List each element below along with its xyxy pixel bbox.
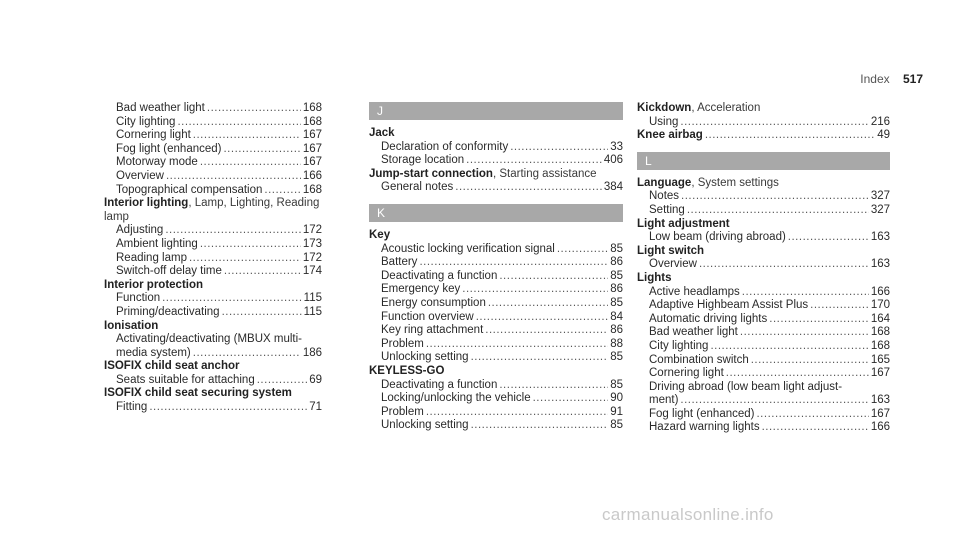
index-page-ref: 85	[610, 351, 623, 364]
index-page-ref: 84	[610, 310, 623, 323]
dot-leader	[149, 401, 307, 415]
index-subentry	[104, 116, 322, 130]
index-page-ref: 168	[302, 115, 322, 128]
index-subentry-text: Acoustic locking verification signal	[381, 242, 555, 255]
index-page-ref: 173	[302, 237, 322, 250]
index-page-ref: 384	[603, 181, 623, 194]
index-page-ref: 406	[603, 154, 623, 167]
index-entry-jump-start	[369, 168, 623, 195]
index-subentry-text: Deactivating a function	[381, 269, 498, 282]
index-heading: Interior protection	[104, 278, 204, 291]
dot-leader	[705, 129, 875, 143]
index-subentry	[104, 102, 322, 116]
index-subentry-text: Motorway mode	[116, 156, 198, 169]
index-subentry	[637, 326, 890, 340]
index-page-ref: 86	[610, 324, 623, 337]
dot-leader	[680, 116, 868, 130]
index-subentry-text: Setting	[649, 203, 685, 216]
index-subentry-text: Unlocking setting	[381, 351, 469, 364]
index-subentry	[637, 394, 890, 408]
index-subentry-text: Unlocking setting	[381, 419, 469, 432]
index-subentry	[104, 238, 322, 252]
index-subentry	[637, 421, 890, 435]
index-subentry	[369, 338, 623, 352]
index-subentry-text: Key ring attachment	[381, 324, 484, 337]
index-page-ref: 166	[302, 169, 322, 182]
dot-leader	[726, 367, 869, 381]
index-subentry	[369, 379, 623, 393]
index-page-ref: 69	[309, 373, 322, 386]
dot-leader	[680, 394, 868, 408]
index-subentry-text: Overview	[116, 169, 164, 182]
index-subentry-text: Notes	[649, 190, 680, 203]
index-subentry	[104, 252, 322, 266]
index-subentry	[369, 243, 623, 257]
index-sublist	[637, 190, 890, 217]
index-subentry-text: Function overview	[381, 310, 474, 323]
index-subentry	[104, 129, 322, 143]
index-subentry-text: Fog light (enhanced)	[649, 407, 755, 420]
dot-leader	[510, 141, 608, 155]
index-heading-subtext: , Acceleration	[691, 102, 761, 114]
index-sublist	[369, 181, 623, 195]
index-page-ref: 167	[302, 129, 322, 142]
index-entry-isofix-securing	[104, 387, 322, 414]
watermark-text: carmanualsonline.info	[602, 505, 774, 524]
index-subentry-text: Active headlamps	[649, 285, 740, 298]
index-heading: ISOFIX child seat securing system	[104, 387, 292, 400]
index-entry-keyless-go	[369, 365, 623, 433]
index-subentry-text: Cornering light	[649, 367, 724, 380]
index-subentry-text: Energy consumption	[381, 296, 486, 309]
dot-leader	[177, 116, 300, 130]
dot-leader	[162, 292, 302, 306]
index-entry-interior-protection	[104, 279, 322, 320]
dot-leader	[681, 190, 869, 204]
index-column-3	[637, 102, 890, 435]
index-subentry	[637, 258, 890, 272]
index-subentry-text: City lighting	[649, 339, 709, 352]
section-letter-j: J	[369, 102, 623, 120]
index-heading: Jack	[369, 127, 395, 139]
index-label: Index	[860, 72, 890, 86]
index-heading: Ionisation	[104, 319, 159, 332]
index-subentry	[369, 392, 623, 406]
index-subentry	[369, 419, 623, 433]
dot-leader	[166, 170, 301, 184]
index-subentry-text: Priming/deactivating	[116, 305, 220, 318]
dot-leader	[257, 374, 307, 388]
dot-leader	[762, 421, 869, 435]
index-entry-key	[369, 229, 623, 365]
index-subentry-text: Emergency key	[381, 283, 461, 296]
index-page-ref: 163	[870, 258, 890, 271]
index-sublist	[637, 408, 890, 435]
index-heading-subtext: , Lamp, Lighting, Reading lamp	[104, 197, 320, 223]
index-page-ref: 49	[877, 129, 890, 142]
dot-leader	[471, 419, 609, 433]
index-subentry	[637, 367, 890, 381]
index-subentry	[637, 313, 890, 327]
index-subentry-text: Bad weather light	[116, 102, 205, 114]
index-sublist	[637, 116, 890, 130]
index-heading: Lights	[637, 271, 672, 284]
section-letter-l: L	[637, 152, 890, 170]
dot-leader	[193, 347, 301, 361]
dot-leader	[222, 306, 302, 320]
index-subentry	[637, 190, 890, 204]
index-sublist	[637, 258, 890, 272]
index-subentry	[369, 324, 623, 338]
index-subentry-text: Overview	[649, 258, 697, 271]
dot-leader	[426, 338, 608, 352]
index-subentry	[369, 406, 623, 420]
dot-leader	[488, 297, 608, 311]
dot-leader	[471, 351, 609, 365]
index-subentry-text: Reading lamp	[116, 251, 187, 264]
index-heading: ISOFIX child seat anchor	[104, 360, 240, 373]
dot-leader	[455, 181, 602, 195]
index-subentry	[369, 283, 623, 297]
index-subentry-text: Adaptive Highbeam Assist Plus	[649, 299, 809, 312]
page-number: 517	[902, 72, 923, 86]
dot-leader	[476, 311, 609, 325]
index-column-2	[369, 102, 623, 433]
index-page-ref: 168	[870, 339, 890, 352]
index-subentry	[369, 154, 623, 168]
index-subentry	[369, 311, 623, 325]
index-page-ref: 115	[303, 305, 322, 318]
index-subentry-text: City lighting	[116, 115, 176, 128]
index-page-ref: 166	[870, 421, 890, 434]
index-subentry-text: Storage location	[381, 154, 465, 167]
index-page-ref: 85	[610, 242, 623, 255]
index-sublist	[369, 243, 623, 365]
index-sublist	[637, 286, 890, 381]
index-heading: Knee airbag	[637, 129, 703, 142]
index-subentry-text: media system)	[116, 346, 191, 359]
index-page-ref: 168	[302, 183, 322, 196]
index-subentry	[104, 292, 322, 306]
index-page-ref: 174	[302, 265, 322, 278]
index-subentry	[637, 299, 890, 313]
index-page-ref: 88	[610, 337, 623, 350]
index-page-ref: 33	[610, 140, 623, 153]
index-subentry-text: Hazard warning lights	[649, 421, 760, 434]
index-subentry-text: Activating/deactivating (MBUX multi-	[116, 333, 302, 346]
index-subentry-text: Cornering light	[116, 129, 191, 142]
index-subentry-text: Seats suitable for attaching	[116, 373, 255, 386]
index-subentry	[637, 116, 890, 130]
index-column-1	[104, 102, 322, 415]
index-heading: KEYLESS-GO	[369, 364, 445, 377]
index-subentry-text: Bad weather light	[649, 326, 738, 339]
index-subentry-text: Topographical compensation	[116, 183, 263, 196]
index-heading: Light switch	[637, 244, 705, 257]
index-subentry-text: Combination switch	[649, 353, 749, 366]
index-page-ref: 168	[302, 102, 322, 114]
index-subentry	[369, 141, 623, 155]
index-subentry-text: Automatic driving lights	[649, 312, 768, 325]
index-subentry-text: Switch-off delay time	[116, 265, 222, 278]
index-sublist	[104, 401, 322, 415]
dot-leader	[710, 340, 868, 354]
dot-leader	[687, 204, 869, 218]
dot-leader	[200, 238, 301, 252]
dot-leader	[264, 184, 300, 198]
dot-leader	[499, 270, 608, 284]
index-subentry	[104, 306, 322, 320]
index-page-ref: 71	[309, 401, 322, 414]
index-subentry	[369, 297, 623, 311]
index-page-ref: 170	[870, 299, 890, 312]
dot-leader	[207, 102, 301, 116]
index-page-ref: 85	[610, 419, 623, 432]
index-subentry	[104, 143, 322, 157]
dot-leader	[485, 324, 608, 338]
dot-leader	[751, 354, 869, 368]
index-subentry	[104, 184, 322, 198]
index-subentry	[637, 408, 890, 422]
index-subentry-text: Adjusting	[116, 224, 164, 237]
index-subentry	[104, 265, 322, 279]
index-subentry-text: Problem	[381, 405, 424, 418]
index-sublist	[104, 224, 322, 278]
index-page-ref: 168	[870, 326, 890, 339]
index-subentry	[637, 340, 890, 354]
index-subentry	[104, 401, 322, 415]
index-page-ref: 167	[870, 407, 890, 420]
index-subentry-text: General notes	[381, 181, 454, 194]
index-heading: Kickdown	[637, 102, 692, 114]
dot-leader	[189, 252, 301, 266]
index-subentry	[637, 354, 890, 368]
index-page-ref: 86	[610, 256, 623, 269]
index-entry-jack	[369, 127, 623, 168]
index-entry-light-switch	[637, 245, 890, 272]
dot-leader	[462, 283, 608, 297]
index-page-ref: 172	[302, 224, 322, 237]
dot-leader	[742, 286, 869, 300]
index-page-ref: 85	[610, 296, 623, 309]
index-entry-ionisation	[104, 320, 322, 361]
index-subentry-text: Low beam (driving abroad)	[649, 231, 786, 244]
index-page-ref: 216	[870, 115, 890, 128]
index-page-ref: 165	[870, 353, 890, 366]
index-subentry-text: Using	[649, 115, 679, 128]
dot-leader	[810, 299, 869, 313]
index-sublist	[637, 231, 890, 245]
index-subentry-text: Fog light (enhanced)	[116, 142, 222, 155]
index-page-ref: 85	[610, 269, 623, 282]
index-page-ref: 167	[302, 156, 322, 169]
index-group-lights-continued	[104, 102, 322, 197]
index-page-ref: 115	[303, 292, 322, 305]
index-heading: Light adjustment	[637, 217, 730, 230]
index-subentry	[637, 286, 890, 300]
index-subentry-text: Ambient lighting	[116, 237, 198, 250]
index-sublist	[369, 141, 623, 168]
dot-leader	[756, 408, 868, 422]
dot-leader	[740, 326, 869, 340]
dot-leader	[769, 313, 869, 327]
index-subentry	[369, 270, 623, 284]
index-page-ref: 86	[610, 283, 623, 296]
index-subentry	[104, 347, 322, 361]
dot-leader	[557, 243, 608, 257]
index-page-ref: 186	[302, 346, 322, 359]
index-page-ref: 85	[610, 378, 623, 391]
index-page-ref: 327	[870, 190, 890, 203]
index-entry-light-adjustment	[637, 218, 890, 245]
index-entry-kickdown	[637, 102, 890, 129]
dot-leader	[499, 379, 608, 393]
index-subentry-text: ment)	[649, 394, 679, 407]
index-page-ref: 166	[870, 285, 890, 298]
index-heading-subtext: , Starting assistance	[492, 167, 597, 180]
index-entry-language	[637, 177, 890, 218]
index-entry-knee-airbag	[637, 129, 890, 143]
index-page-ref: 163	[870, 231, 890, 244]
dot-leader	[533, 392, 609, 406]
index-sublist	[369, 379, 623, 433]
index-entry-lights	[637, 272, 890, 435]
dot-leader	[165, 224, 301, 238]
index-heading: Interior lighting	[104, 197, 189, 210]
index-subentry	[369, 351, 623, 365]
index-page-ref: 90	[610, 392, 623, 405]
index-subentry-text: Problem	[381, 337, 424, 350]
index-sublist	[104, 292, 322, 319]
index-heading: Jump-start connection	[369, 167, 493, 180]
dot-leader	[466, 154, 602, 168]
index-sublist	[104, 374, 322, 388]
section-letter-k: K	[369, 204, 623, 222]
dot-leader	[788, 231, 869, 245]
index-heading: Key	[369, 228, 391, 241]
dot-leader	[200, 156, 301, 170]
dot-leader	[699, 258, 869, 272]
index-subentry-text: Fitting	[116, 401, 148, 414]
index-subentry	[637, 231, 890, 245]
index-subentry	[104, 156, 322, 170]
page-header	[860, 72, 923, 86]
index-subentry-text: Declaration of conformity	[381, 140, 509, 153]
dot-leader	[426, 406, 608, 420]
index-page-ref: 327	[870, 203, 890, 216]
index-subentry-text: Deactivating a function	[381, 378, 498, 391]
index-subentry-text: Locking/unlocking the vehicle	[381, 392, 531, 405]
index-subentry	[369, 256, 623, 270]
index-page-ref: 163	[870, 394, 890, 407]
index-subentry-text: Battery	[381, 256, 418, 269]
dot-leader	[419, 256, 608, 270]
index-subentry-text: Function	[116, 292, 161, 305]
dot-leader	[193, 129, 301, 143]
index-page-ref: 164	[870, 312, 890, 325]
index-heading: Language	[637, 176, 692, 189]
index-subentry	[104, 170, 322, 184]
index-page-ref: 167	[870, 367, 890, 380]
index-page-ref: 167	[302, 142, 322, 155]
index-heading-subtext: , System settings	[691, 176, 779, 189]
index-subentry	[637, 204, 890, 218]
index-subentry-text: Driving abroad (low beam light adjust-	[649, 380, 843, 393]
index-entry-interior-lighting	[104, 197, 322, 279]
index-page-ref: 172	[302, 251, 322, 264]
index-page-ref: 91	[610, 405, 623, 418]
index-subentry	[104, 374, 322, 388]
index-subentry	[369, 181, 623, 195]
index-subentry	[104, 224, 322, 238]
dot-leader	[223, 143, 300, 157]
index-entry-isofix-anchor	[104, 360, 322, 387]
dot-leader	[224, 265, 301, 279]
